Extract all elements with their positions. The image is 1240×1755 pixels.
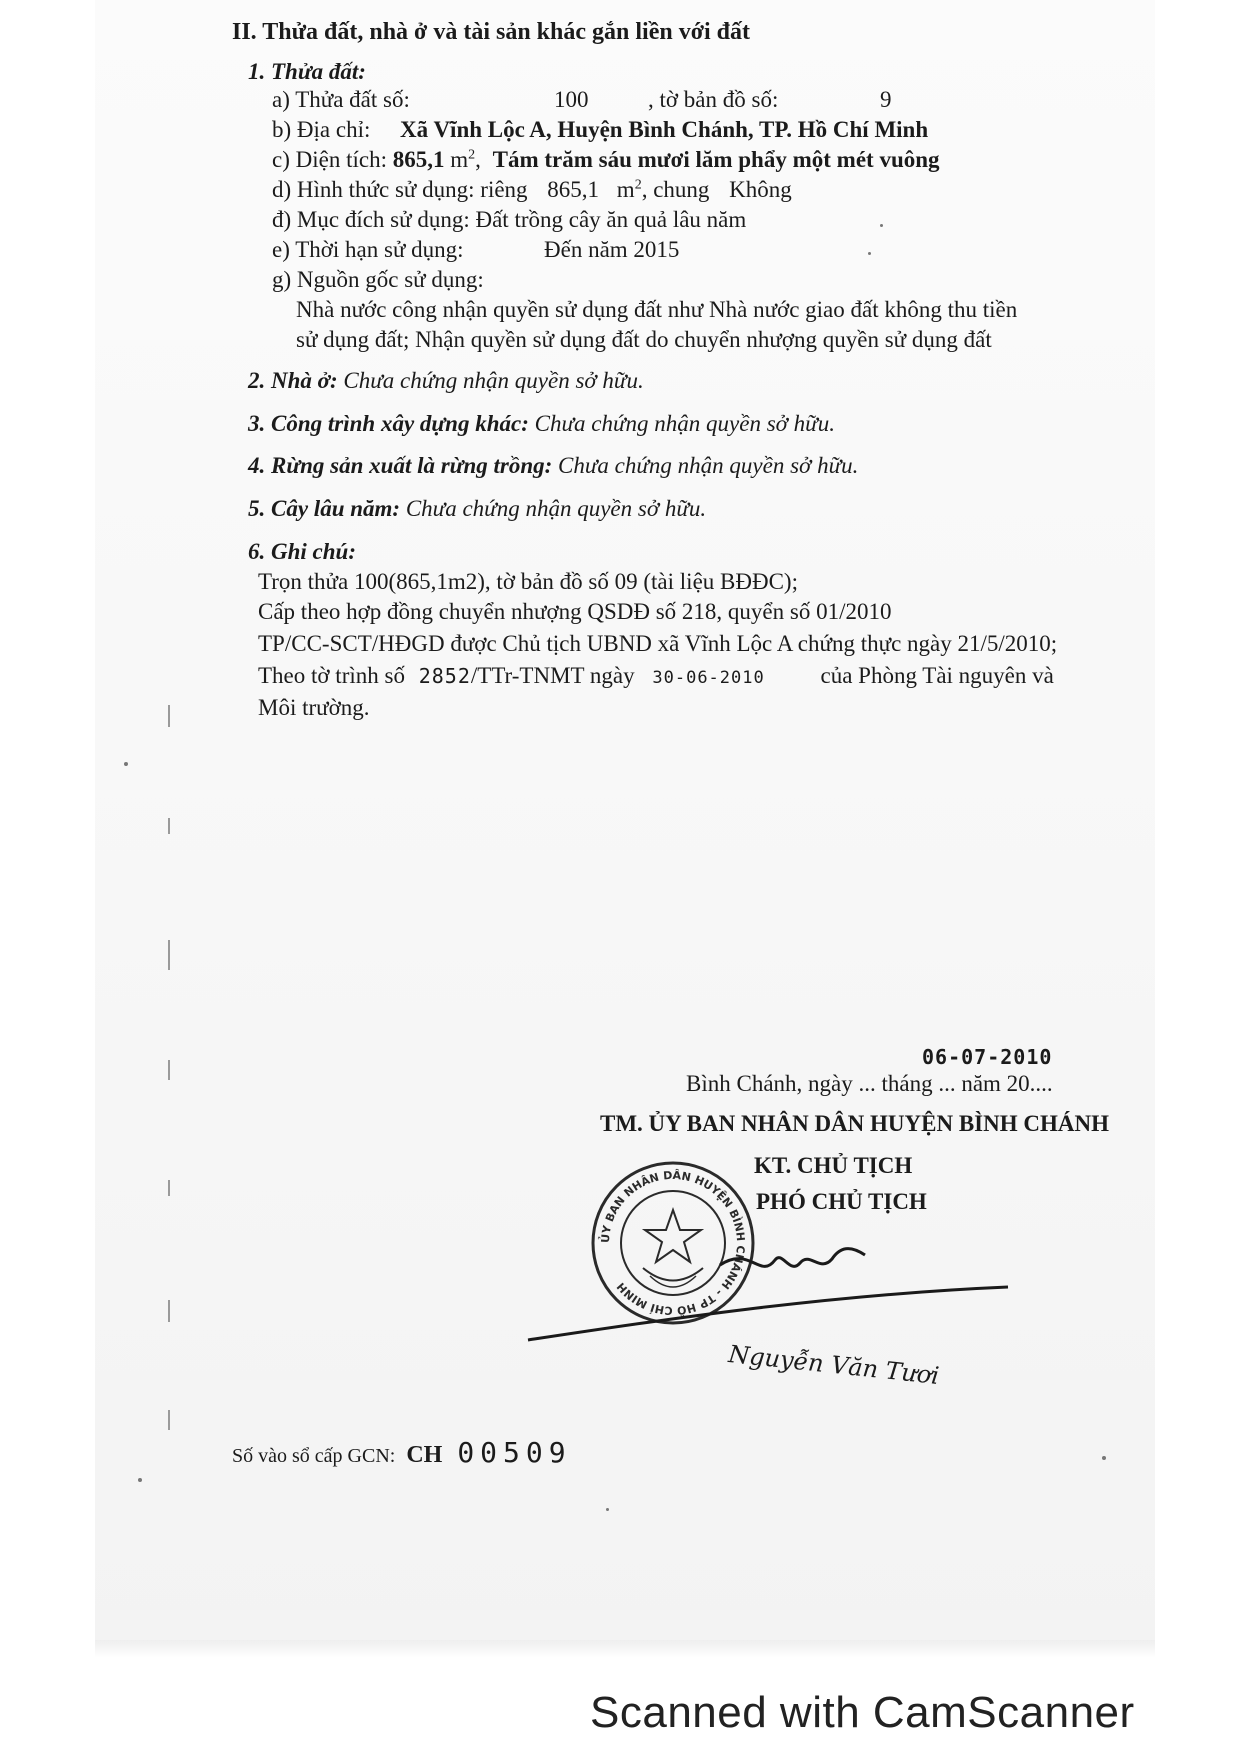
land-heading: 1. Thửa đất:: [248, 59, 366, 84]
map-label: , tờ bản đồ số:: [648, 87, 779, 112]
shared-value: Không: [729, 177, 792, 202]
origin-line-2: sử dụng đất; Nhận quyền sử dụng đất do chuyển nhượng quyền sử dụng đất: [296, 327, 992, 352]
area-row: c) Diện tích: 865,1 $m^2$, Tám trăm sáu mươi lăm phẩy một mét vuông: [272, 147, 940, 172]
scan-artifact: [138, 1478, 142, 1482]
area-value: 865,1: [392, 147, 445, 172]
paper-edge: [95, 1640, 1155, 1658]
report-mid: /TTr-TNMT ngày: [470, 663, 635, 688]
private-area-unit: $m^2$: [616, 177, 642, 202]
scan-artifact: [168, 940, 170, 970]
area-unit: $m^2$: [450, 147, 476, 172]
scan-artifact: [124, 762, 128, 766]
scan-artifact: [168, 818, 170, 834]
report-suffix: của Phòng Tài nguyên và: [820, 663, 1054, 688]
address-label: b) Địa chỉ:: [272, 117, 371, 142]
purpose-value: Đất trồng cây ăn quả lâu năm: [475, 207, 747, 232]
stamped-date: 06-07-2010: [922, 1045, 1053, 1069]
purpose-label: đ) Mục đích sử dụng:: [272, 207, 470, 232]
forest-row: [248, 452, 858, 480]
certificate-row: [232, 1436, 572, 1469]
map-number: 9: [880, 87, 892, 112]
perennial-label: 5. Cây lâu năm:: [248, 496, 401, 521]
camscanner-watermark: Scanned with CamScanner: [590, 1688, 1135, 1737]
certificate-label: Số vào sổ cấp GCN:: [232, 1445, 396, 1467]
other-works-row: [248, 410, 835, 438]
section-title: II. Thửa đất, nhà ở và tài sản khác gắn liền với đất: [232, 19, 751, 45]
house-value: Chưa chứng nhận quyền sở hữu.: [343, 368, 644, 393]
place-date: Bình Chánh, ngày ... tháng ... năm 20....: [686, 1071, 1053, 1096]
shared-label: , chung: [641, 177, 710, 202]
scan-artifact: [868, 252, 871, 255]
origin-label: g) Nguồn gốc sử dụng:: [272, 267, 484, 292]
scan-artifact: [1102, 1456, 1106, 1460]
term-label: e) Thời hạn sử dụng:: [272, 237, 464, 262]
report-number: 2852: [418, 664, 471, 688]
role-1: KT. CHỦ TỊCH: [754, 1153, 913, 1178]
scan-artifact: [168, 1300, 170, 1322]
scan-artifact: [168, 1410, 170, 1430]
notes-line-2: Cấp theo hợp đồng chuyển nhượng QSDĐ số 218, quyển số 01/2010: [258, 599, 892, 624]
other-works-label: 3. Công trình xây dựng khác:: [248, 411, 529, 436]
origin-line-1: Nhà nước công nhận quyền sử dụng đất như Nhà nước giao đất không thu tiền: [296, 297, 1018, 322]
usage-form-row: [272, 176, 792, 204]
perennial-value: Chưa chứng nhận quyền sở hữu.: [405, 496, 707, 521]
parcel-number: 100: [554, 87, 589, 112]
perennial-row: [248, 495, 706, 523]
authority-org: TM. ỦY BAN NHÂN DÂN HUYỆN BÌNH CHÁNH: [600, 1111, 1109, 1136]
notes-line-3: TP/CC-SCT/HĐGD được Chủ tịch UBND xã Vĩnh Lộc A chứng thực ngày 21/5/2010;: [258, 631, 1058, 656]
signer-name: Nguyễn Văn Tươi: [727, 1340, 941, 1390]
area-label: c) Diện tích:: [272, 147, 387, 172]
purpose-row: [272, 206, 746, 234]
report-prefix: Theo tờ trình số: [258, 663, 405, 688]
term-value: Đến năm 2015: [544, 237, 680, 262]
svg-text:ỦY BAN NHÂN DÂN HUYỆN BÌNH CHÁ: ỦY BAN NHÂN DÂN HUYỆN BÌNH CHÁNH - TP HỒ CHÍ MINH: [598, 1168, 748, 1318]
notes-line-4: [258, 662, 1054, 692]
address-value: Xã Vĩnh Lộc A, Huyện Bình Chánh, TP. Hồ Chí Minh: [400, 117, 929, 142]
forest-label: 4. Rừng sản xuất là rừng trồng:: [248, 453, 553, 478]
signature-scribble-icon: [520, 1225, 1040, 1365]
certificate-prefix: CH: [406, 1442, 443, 1468]
notes-line-1: Trọn thửa 100(865,1m2), tờ bản đồ số 09 (tài liệu BĐĐC);: [258, 569, 798, 594]
forest-value: Chưa chứng nhận quyền sở hữu.: [558, 453, 859, 478]
private-area: 865,1: [547, 177, 600, 202]
notes-heading: 6. Ghi chú:: [248, 539, 356, 564]
house-label: 2. Nhà ở:: [248, 368, 338, 393]
role-2: PHÓ CHỦ TỊCH: [756, 1189, 927, 1214]
report-date: 30-06-2010: [652, 668, 765, 688]
scan-artifact: [168, 1180, 170, 1196]
area-words: Tám trăm sáu mươi lăm phẩy một mét vuông: [492, 147, 940, 172]
certificate-number: 00509: [457, 1436, 572, 1469]
other-works-value: Chưa chứng nhận quyền sở hữu.: [534, 411, 835, 436]
scan-artifact: [168, 1060, 170, 1080]
house-row: [248, 367, 644, 395]
usage-form-label: d) Hình thức sử dụng: riêng: [272, 177, 528, 202]
scan-artifact: [606, 1508, 609, 1511]
notes-line-5: Môi trường.: [258, 695, 370, 720]
scan-artifact: [880, 224, 883, 227]
scan-artifact: [168, 705, 170, 727]
parcel-label: a) Thửa đất số:: [272, 87, 410, 112]
